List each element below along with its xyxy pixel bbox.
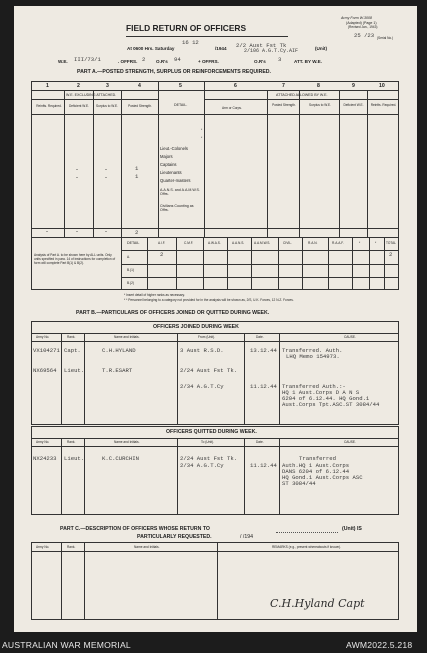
quitted-army-no-header: Army No. bbox=[36, 440, 50, 444]
quitted-0-name: K.C.CURCHIN bbox=[102, 455, 139, 462]
quitted-0-cause-line3: DANS 6204 of 6.12.44 bbox=[282, 468, 350, 475]
joined-0-name: C.H.HYLAND bbox=[102, 347, 136, 354]
analysis-col-civil: CIVIL. bbox=[283, 241, 292, 245]
joined-army-no-header: Army No. bbox=[36, 335, 50, 339]
rank-lieutenants: Lieutenants bbox=[160, 170, 182, 175]
joined-2-cause-line1: Transferred Auth.:- bbox=[282, 383, 346, 390]
joined-name-header: Name and Initials. bbox=[114, 335, 140, 339]
part-c-rank-header: Rank. bbox=[67, 545, 76, 549]
analysis-col-aans: A.A.N.S. bbox=[232, 241, 245, 245]
col-num-4: 4 bbox=[138, 83, 141, 89]
att-label: ATT. BY W.E. bbox=[294, 59, 322, 64]
att-reinfts-header: Reinfts. Required. bbox=[370, 103, 397, 107]
quitted-0-cause-line1: Transferred bbox=[299, 455, 336, 462]
analysis-note: Analysis of Part A. to be shown here by ALL units. Only units specified in para. 14 of instructions for completion of form will complete Part B(1) & B(2). bbox=[34, 253, 116, 265]
analysis-row-b2: B.(2) bbox=[127, 281, 134, 285]
quitted-rank-header: Rank. bbox=[67, 440, 76, 444]
quitted-0-to-line1: 2/24 Aust Fst Tk. bbox=[180, 455, 238, 462]
posted-lieutenants: 1 bbox=[135, 173, 139, 180]
quitted-date-header: Date. bbox=[256, 440, 264, 444]
part-c-unit-label: (Unit) IS bbox=[342, 526, 362, 532]
analysis-col-aamws: A.A.M.W.S. bbox=[254, 241, 271, 245]
quitted-cause-header: CAUSE. bbox=[344, 440, 356, 444]
quitted-0-to-line2: 2/34 A.G.T.Cy bbox=[180, 462, 224, 469]
we-value: III/73/1 bbox=[74, 56, 101, 63]
part-c-remarks-header: REMARKS (e.g., present whereabouts if known). bbox=[272, 545, 342, 549]
joined-2-from: 2/34 A.G.T.Cy bbox=[180, 383, 224, 390]
joined-from-header: From (Unit). bbox=[198, 335, 215, 339]
rank-lieut-colonels: Lieut.-Colonels bbox=[160, 146, 188, 151]
analysis-row-b1: B.(1) bbox=[127, 268, 134, 272]
signature: C.H.Hyland Capt bbox=[270, 597, 365, 610]
posted-total: 2 bbox=[135, 229, 139, 236]
joined-0-army-no: VX104271 bbox=[33, 347, 60, 354]
col-num-6: 6 bbox=[234, 83, 237, 89]
joined-2-cause-line3: 6204 of 6.12.44. HQ Gond.1 bbox=[282, 395, 370, 402]
col-num-10: 10 bbox=[379, 83, 385, 89]
joined-1-from: 2/24 Aust Fst Tk. bbox=[180, 367, 238, 374]
arm-corps-header: Arm or Corps. bbox=[222, 106, 242, 110]
ors2-value: 3 bbox=[278, 56, 282, 63]
analysis-col-star2: * bbox=[375, 241, 377, 245]
analysis-col-aif: A.I.F. bbox=[158, 241, 166, 245]
part-a-title: PART A.—POSTED STRENGTH, SURPLUS OR REINFORCEMENTS REQUIRED. bbox=[77, 69, 271, 75]
revised-label: (Revised Jan., 1943) bbox=[348, 25, 378, 29]
analysis-col-cmf: C.M.F. bbox=[184, 241, 194, 245]
reinfts-required-header: Reinfts. Required. bbox=[36, 104, 62, 108]
analysis-detail-header: DETAIL bbox=[127, 241, 140, 245]
col-num-1: 1 bbox=[46, 83, 49, 89]
part-c-date-blank: / /194 bbox=[240, 534, 253, 540]
part-c-title: PART C.—DESCRIPTION OF OFFICERS WHOSE RETURN TO bbox=[60, 526, 210, 532]
detail-header: DETAIL. bbox=[174, 103, 188, 107]
col-num-9: 9 bbox=[352, 83, 355, 89]
rank-captains: Captains bbox=[160, 162, 177, 167]
joined-2-date: 11.12.44 bbox=[250, 383, 277, 390]
analysis-col-total: TOTAL bbox=[386, 241, 396, 245]
offrs-label: . OFFRS. bbox=[118, 59, 138, 64]
posted-strength-header: Posted Strength. bbox=[128, 104, 152, 108]
joined-0-cause-line2: LHQ Memo 154973. bbox=[286, 353, 340, 360]
joined-1-rank: Lieut. bbox=[64, 367, 85, 374]
quitted-to-header: To (Unit). bbox=[201, 440, 214, 444]
col-num-3: 3 bbox=[106, 83, 109, 89]
form-title: FIELD RETURN OF OFFICERS bbox=[126, 23, 247, 33]
ors-label: O.R's bbox=[156, 59, 168, 64]
date-value: 16 12 bbox=[182, 39, 199, 46]
posted-captains: 1 bbox=[135, 165, 139, 172]
deficient-header: Deficient W.E. bbox=[68, 104, 90, 108]
we-label: W.E. bbox=[58, 59, 68, 64]
serial-label: (Serial No.) bbox=[377, 36, 394, 40]
col-num-8: 8 bbox=[317, 83, 320, 89]
analysis-col-raaf: R.A.A.F. bbox=[332, 241, 344, 245]
rank-aans: A.A.N.S. and A.A.M.W.S. Offrs. bbox=[160, 188, 200, 196]
rank-quartermasters: Quarter-masters bbox=[160, 178, 191, 183]
footnote-1: * Insert detail of higher ranks as necessary. bbox=[124, 293, 185, 297]
analysis-col-star1: * bbox=[359, 241, 361, 245]
rank-majors: Majors bbox=[160, 154, 173, 159]
at-label: At 0600 Hrs. Saturday bbox=[127, 46, 175, 51]
joined-0-cause-line1: Transferred. Auth. bbox=[282, 347, 343, 354]
att-surplus-header: Surplus to W.E. bbox=[309, 103, 331, 107]
unit-label: (Unit) bbox=[315, 46, 327, 51]
quitted-0-army-no: NX24233 bbox=[33, 455, 57, 462]
form-page: FIELD RETURN OF OFFICERS Army Form W.3008 (Adapted) (Page 1) (Revised Jan., 1943) 25 /23 (Serial No.) At 0600 Hrs. Saturday 16 12 /1944 2/2 Aust Fst Tk (Unit) 2/106 A.G.T.Cy.AIF W.E. III/73/1 . OFFRS. 2 O.R's 94 + OFFRS. O.R's 3 ATT. BY W.E. PART A.—POSTED STRENGTH, SURPLUS OR REINFORCEMENTS REQUIRED. 1 2 3 4 5 6 7 8 9 10 W.E. EXCLUDING ATTACHED. ATTACHED ALLOWED BY W.E. DETAIL. Reinfts. Required. Deficient W.E. Surplus to W.E. Posted Strength. Arm or Corps. Posted Strength. Surplus to W.E. Deficient W.E. Reinfts. Required. * * Lieut.-Colonels Majors Captains Lieutenants Quarter-masters A.A.N.S. and A.A.M.W.S. Offrs. Civilians Counting as Offrs. - - - - 1 1 - - - 2 DETAIL A.I.F. C.M.F. A.W.A.S. A.A.N.S. A.A.M.W.S. CIVIL. R.A.N. R.A.A.F. * * TOTAL A. B.(1) B.(2) 2 2 Analysis of Part A. to be shown here by ALL units. Only units specified in para. 14 of instructions for completion of form will complete Part B(1) & B(2). * Insert detail of higher ranks as necessary. * * Personnel belonging to a category not provided for in the analysis will be shown as, 2/S, U.K. Forces, 12 N.Z. Forces. PART B.—PARTICULARS OF OFFICERS JOINED OR QUITTED DURING WEEK. OFFICERS JOINED DURING WEEK Army No. Rank. Name and Initials. From (Unit). Date. CAUSE. VX104271 Capt. C.H.HYLAND 3 Aust R.S.D. 13.12.44 Transferred. Auth. LHQ Memo 154973. NX69564 Lieut. T.R.ESART 2/24 Aust Fst Tk. 2/34 A.G.T.Cy 11.12.44 Transferred Auth.:- HQ 1 Aust.Corps D A N S 6204 of 6.12.44. HQ Gond.1 Aust.Corps Tpt.ASC.ST 3084/44 OFFICERS QUITTED DURING WEEK. Army No. Rank. Name and Initials. To (Unit). Date. CAUSE. NX24233 Lieut. K.C.CURCHIN 2/24 Aust Fst Tk. 2/34 A.G.T.Cy 11.12.44 Transferred Auth.HQ 1 Aust.Corps DANS 6204 of 6.12.44 HQ Gond.1 Aust.Corps ASC ST 3084/44 PART C.—DESCRIPTION OF OFFICERS WHOSE RETURN TO (Unit) IS PARTICULARLY REQUESTED. / /194 Army No. Rank. Name and Initials. REMARKS (e.g., present whereabouts if known). C.H.Hyland Capt bbox=[14, 6, 417, 632]
we-excluding-header: W.E. EXCLUDING ATTACHED. bbox=[66, 93, 117, 97]
footnote-2: * * Personnel belonging to a category not provided for in the analysis will be shown as, 2/S, U.K. Forces, 12 N.Z. Forces. bbox=[124, 298, 294, 302]
joined-2-cause-line2: HQ 1 Aust.Corps D A N S bbox=[282, 389, 360, 396]
surplus-header: Surplus to W.E. bbox=[96, 104, 118, 108]
joined-rank-header: Rank. bbox=[67, 335, 76, 339]
joined-1-army-no: NX69564 bbox=[33, 367, 57, 374]
analysis-row-a: A. bbox=[127, 255, 131, 259]
att-posted-header: Posted Strength. bbox=[272, 103, 296, 107]
col-num-2: 2 bbox=[77, 83, 80, 89]
footer-institution: AUSTRALIAN WAR MEMORIAL bbox=[2, 640, 131, 650]
joined-0-rank: Capt. bbox=[64, 347, 81, 354]
rank-civilians: Civilians Counting as Offrs. bbox=[160, 204, 194, 212]
joined-cause-header: CAUSE. bbox=[344, 335, 356, 339]
part-c-army-no-header: Army No. bbox=[36, 545, 50, 549]
analysis-col-awas: A.W.A.S. bbox=[208, 241, 221, 245]
analysis-col-ran: R.A.N. bbox=[308, 241, 318, 245]
army-form-number: Army Form W.3008 bbox=[341, 16, 373, 20]
quitted-0-date: 11.12.44 bbox=[250, 462, 277, 469]
col-num-5: 5 bbox=[179, 83, 182, 89]
quitted-0-cause-line2: Auth.HQ 1 Aust.Corps bbox=[282, 462, 350, 469]
att-deficient-header: Deficient W.E. bbox=[343, 103, 364, 107]
quitted-0-cause-line4: HQ Gond.1 Aust.Corps ASC bbox=[282, 474, 363, 481]
joined-0-from: 3 Aust R.S.D. bbox=[180, 347, 224, 354]
ors-value: 94 bbox=[174, 56, 181, 63]
ors2-label: O.R's bbox=[254, 59, 266, 64]
joined-2-cause-line4: Aust.Corps Tpt.ASC.ST 3084/44 bbox=[282, 401, 380, 408]
attached-header: ATTACHED ALLOWED BY W.E. bbox=[276, 93, 328, 97]
adapted-label: (Adapted) (Page 1) bbox=[346, 21, 377, 25]
joined-title: OFFICERS JOINED DURING WEEK bbox=[153, 324, 239, 330]
joined-1-name: T.R.ESART bbox=[102, 367, 133, 374]
part-c-name-header: Name and Initials. bbox=[134, 545, 160, 549]
joined-date-header: Date. bbox=[256, 335, 264, 339]
quitted-0-cause-line5: ST 3084/44 bbox=[282, 480, 316, 487]
analysis-total-value: 2 bbox=[389, 251, 393, 258]
part-c-requested: PARTICULARLY REQUESTED. bbox=[137, 534, 212, 540]
unit-value-2: 2/106 A.G.T.Cy.AIF bbox=[244, 48, 299, 54]
joined-0-date: 13.12.44 bbox=[250, 347, 277, 354]
year-label: /1944 bbox=[215, 46, 227, 51]
quitted-name-header: Name and Initials. bbox=[114, 440, 140, 444]
quitted-title: OFFICERS QUITTED DURING WEEK. bbox=[166, 429, 257, 435]
col-num-7: 7 bbox=[282, 83, 285, 89]
unit-value: 2/2 Aust Fst Tk bbox=[236, 42, 287, 49]
serial-number: 25 /23 bbox=[354, 32, 375, 39]
offrs-value: 2 bbox=[142, 56, 146, 63]
footer-accession: AWM2022.5.218 bbox=[346, 640, 413, 650]
quitted-0-rank: Lieut. bbox=[64, 455, 85, 462]
offrs2-label: + OFFRS. bbox=[198, 59, 219, 64]
part-b-title: PART B.—PARTICULARS OF OFFICERS JOINED OR QUITTED DURING WEEK. bbox=[76, 310, 270, 316]
analysis-aif-value: 2 bbox=[160, 251, 164, 258]
